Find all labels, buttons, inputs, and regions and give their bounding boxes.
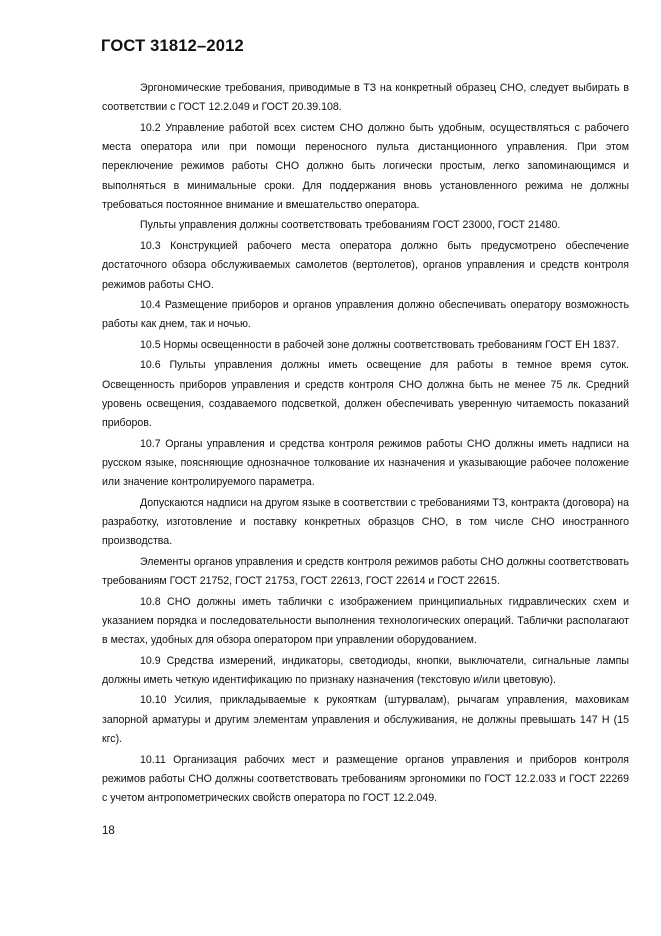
paragraph-other-language: Допускаются надписи на другом языке в соответствии с требованиями ТЗ, контракта (договора) на разработку, изготовление и поставку конкретных образцов СНО, в том числе СНО иностранного производства. — [102, 496, 629, 548]
paragraph-10-6: 10.6 Пульты управления должны иметь освещение для работы в темное время суток. Освещенность приборов управления и средств контроля СНО должна быть не менее 75 лк. Средний уровень освещения, создаваемого подсветкой, должен обеспечивать уверенную читаемость показаний приборов. — [102, 359, 629, 430]
page-number: 18 — [102, 825, 115, 837]
paragraph-10-10: 10.10 Усилия, прикладываемые к рукояткам (штурвалам), рычагам управления, маховикам запорной арматуры и другим элементам управления и обслуживания, не должны превышать 147 Н (15 кгс). — [102, 694, 629, 746]
paragraph-control-elements: Элементы органов управления и средств контроля режимов работы СНО должны соответствовать требованиям ГОСТ 21752, ГОСТ 21753, ГОСТ 22613, ГОСТ 22614 и ГОСТ 22615. — [102, 555, 629, 588]
page-header-standard-title: ГОСТ 31812–2012 — [101, 37, 244, 55]
paragraph-control-panels: Пульты управления должны соответствовать требованиям ГОСТ 23000, ГОСТ 21480. — [140, 219, 561, 232]
paragraph-10-2: 10.2 Управление работой всех систем СНО должно быть удобным, осуществляться с рабочего места оператора или при помощи переносного пульта дистанционного управления. При этом переключение режимов работы СНО должно быть логически простым, легко запоминающимся и выполняться в минимальные сроки. Для поддержания вновь установленного режима не должны требоваться постоянное внимание и вмешательство оператора. — [102, 121, 629, 211]
paragraph-10-9: 10.9 Средства измерений, индикаторы, светодиоды, кнопки, выключатели, сигнальные лампы должны иметь четкую идентификацию по признаку назначения (текстовую и/или цветовую). — [102, 654, 629, 686]
paragraph-10-5: 10.5 Нормы освещенности в рабочей зоне должны соответствовать требованиям ГОСТ ЕН 1837. — [140, 338, 620, 351]
paragraph-10-11: 10.11 Организация рабочих мест и размещение органов управления и приборов контроля режимов работы СНО должны соответствовать требованиям эргономики по ГОСТ 12.2.033 и ГОСТ 22269 с учетом антропометрических свойств оператора по ГОСТ 12.2.049. — [102, 753, 629, 805]
paragraph-10-4: 10.4 Размещение приборов и органов управления должно обеспечивать оператору возможность работы как днем, так и ночью. — [102, 299, 629, 331]
paragraph-10-7: 10.7 Органы управления и средства контроля режимов работы СНО должны иметь надписи на русском языке, поясняющие однозначное толкование их назначения и указывающие рабочее положение или значение контролируемого параметра. — [102, 437, 629, 489]
paragraph-ergonomic-requirements: Эргономические требования, приводимые в ТЗ на конкретный образец СНО, следует выбирать в соответствии с ГОСТ 12.2.049 и ГОСТ 20.39.108. — [102, 82, 629, 114]
paragraph-10-8: 10.8 СНО должны иметь таблички с изображением принципиальных гидравлических схем и указанием порядка и последовательности выполнения технологических операций. Таблички располагают в местах, удобных для обзора оператором при управлении оборудованием. — [102, 595, 629, 647]
paragraph-10-3: 10.3 Конструкцией рабочего места оператора должно быть предусмотрено обеспечение достаточного обзора обслуживаемых самолетов (вертолетов), органов управления и средств контроля режимов работы СНО. — [102, 239, 629, 291]
document-body — [102, 79, 629, 810]
